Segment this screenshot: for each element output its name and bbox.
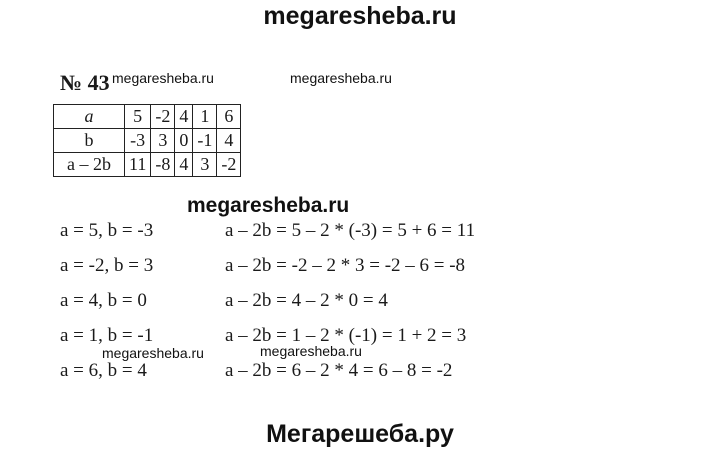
table-row [54,153,241,177]
table-cell: 6 [217,105,241,129]
watermark-small: megaresheba.ru [102,345,204,361]
solution-calc: a – 2b = 4 – 2 * 0 = 4 [225,290,388,311]
table-cell: -8 [151,153,175,177]
table-cell: 5 [125,105,151,129]
table-cell: -2 [151,105,175,129]
table-cell: -1 [193,129,217,153]
table-cell: 11 [125,153,151,177]
problem-number: № 43 [60,70,110,95]
solution-given: a = 5, b = -3 [60,220,154,241]
table-row-header: b [54,129,125,153]
table-row [54,105,241,129]
solution-given: a = -2, b = 3 [60,255,154,276]
watermark-bottom: Мегарешеба.ру [266,420,454,448]
table-row-header: a – 2b [54,153,125,177]
watermark-small: megaresheba.ru [112,70,214,86]
table-cell: 3 [193,153,217,177]
solution-given: a = 6, b = 4 [60,360,147,381]
solution-given: a = 4, b = 0 [60,290,147,311]
watermark-top: megaresheba.ru [263,2,457,30]
watermark-small: megaresheba.ru [260,343,362,359]
table-cell: 0 [175,129,193,153]
solution-given: a = 1, b = -1 [60,325,154,346]
watermark-small: megaresheba.ru [290,70,392,86]
table-cell: 4 [175,153,193,177]
table-cell: 1 [193,105,217,129]
values-table [53,104,241,177]
table-cell: -2 [217,153,241,177]
table-cell: 4 [175,105,193,129]
solution-calc: a – 2b = 5 – 2 * (-3) = 5 + 6 = 11 [225,220,476,241]
solution-calc: a – 2b = 6 – 2 * 4 = 6 – 8 = -2 [225,360,453,381]
table-cell: -3 [125,129,151,153]
table-row [54,129,241,153]
table-cell: 3 [151,129,175,153]
watermark-mid: megaresheba.ru [187,194,350,217]
solution-calc: a – 2b = 1 – 2 * (-1) = 1 + 2 = 3 [225,325,467,346]
solution-calc: a – 2b = -2 – 2 * 3 = -2 – 6 = -8 [225,255,466,276]
table-cell: 4 [217,129,241,153]
table-row-header: a [54,105,125,129]
